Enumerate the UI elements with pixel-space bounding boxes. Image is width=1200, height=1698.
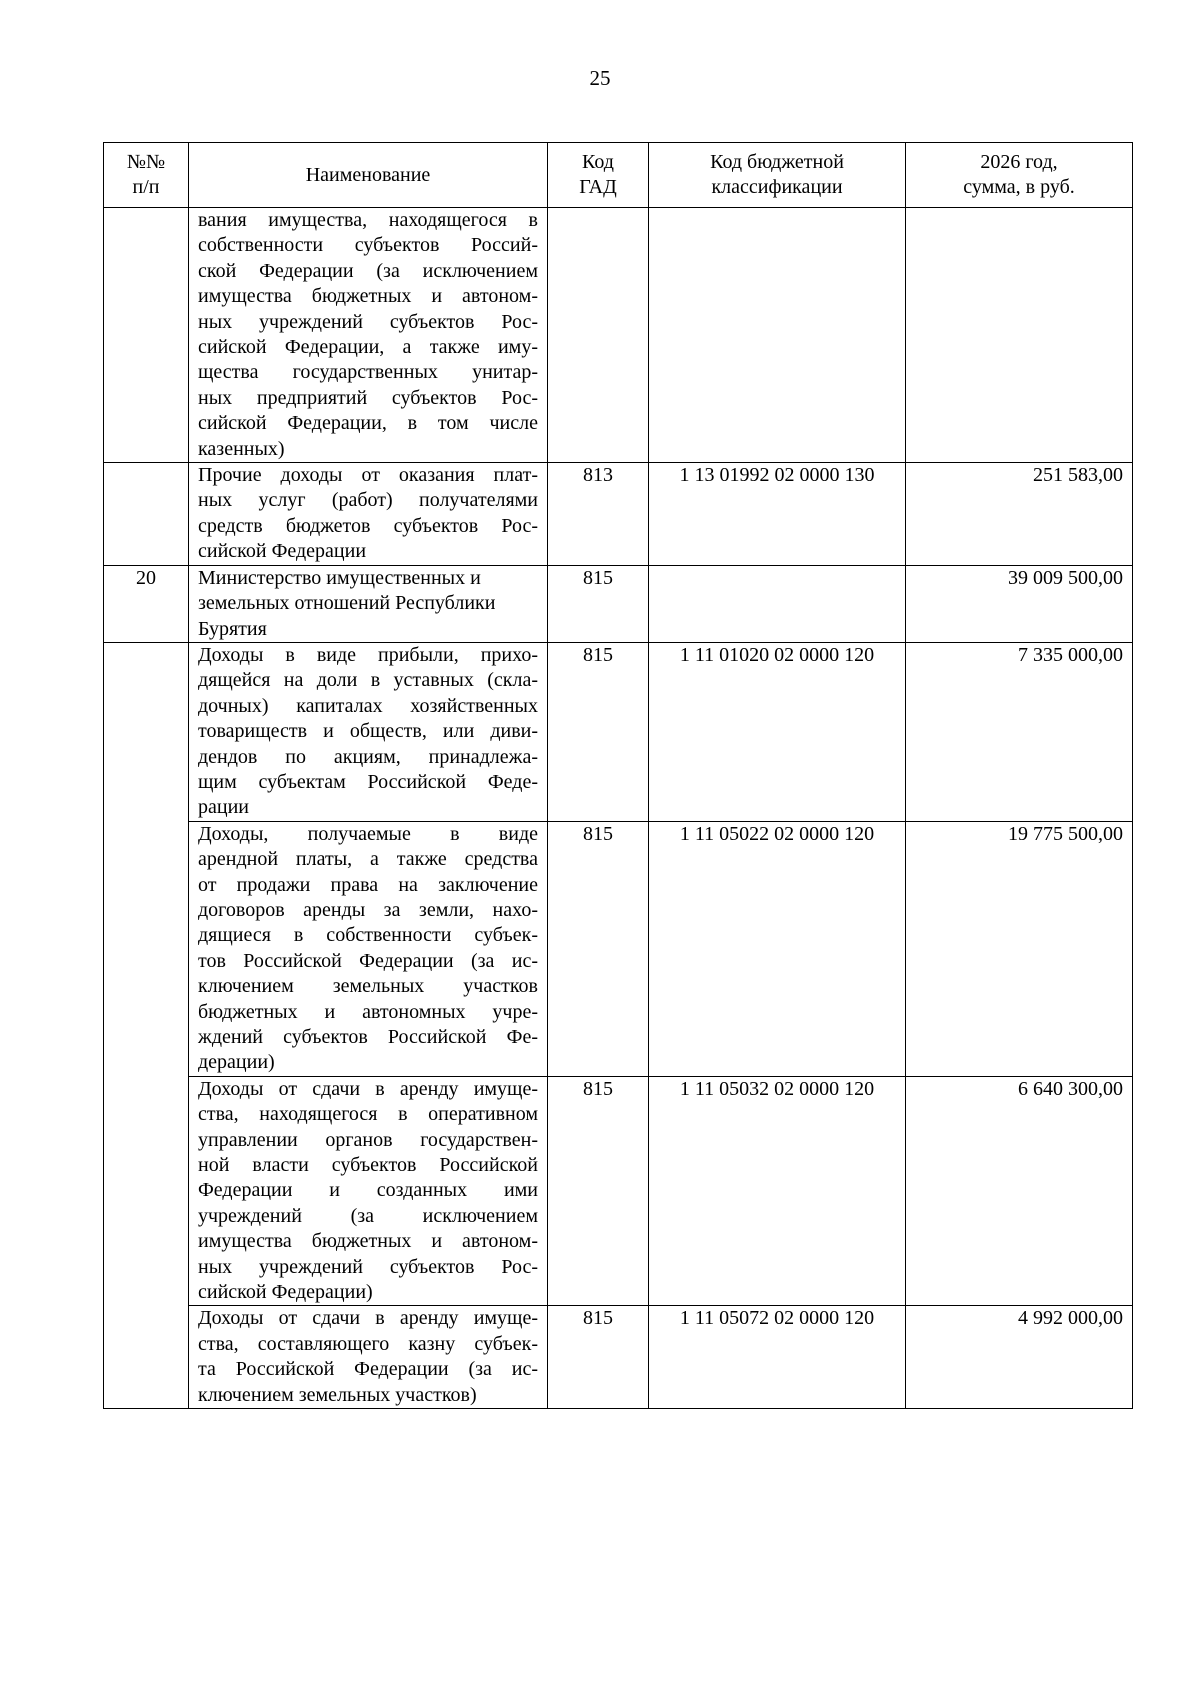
cell-name-line: Доходы, получаемые в виде: [198, 822, 538, 845]
cell-name-line: ных учреждений субъектов Рос-: [198, 310, 538, 333]
cell-name-line: казенных): [198, 437, 285, 460]
cell-name-line: Бурятия: [198, 617, 267, 640]
header-kbk: [649, 143, 906, 208]
cell-name-line: сийской Федерации, а также иму-: [198, 336, 538, 359]
cell-sum: 19 775 500,00: [906, 821, 1133, 1076]
table-row: [104, 1076, 1133, 1306]
cell-gad: 815: [548, 1076, 649, 1306]
cell-name: [189, 208, 548, 463]
cell-gad: 813: [548, 463, 649, 566]
page-number: 25: [589, 66, 611, 90]
table-row: [104, 1306, 1133, 1409]
cell-kbk: 1 13 01992 02 0000 130: [649, 463, 906, 566]
cell-name-line: средств бюджетов субъектов Рос-: [198, 514, 538, 537]
header-num: [104, 143, 189, 208]
table-row: [104, 642, 1133, 821]
cell-sum: 7 335 000,00: [906, 642, 1133, 821]
cell-name-line: ства, составляющего казну субъек-: [198, 1332, 538, 1355]
cell-name-line: Прочие доходы от оказания плат-: [198, 464, 538, 487]
cell-name-line: собственности субъектов Россий-: [198, 234, 538, 257]
cell-sum: 39 009 500,00: [906, 565, 1133, 642]
cell-sum: 4 992 000,00: [906, 1306, 1133, 1409]
header-num-line: №№: [126, 151, 166, 173]
cell-name-line: дящейся на доли в уставных (скла-: [198, 669, 538, 692]
cell-name-line: управлении органов государствен-: [198, 1128, 538, 1151]
cell-kbk: 1 11 05032 02 0000 120: [649, 1076, 906, 1306]
cell-name-line: сийской Федерации: [198, 540, 367, 563]
header-gad-line: Код: [582, 151, 614, 173]
cell-name-line: та Российской Федерации (за ис-: [198, 1358, 538, 1381]
cell-kbk: 1 11 05022 02 0000 120: [649, 821, 906, 1076]
cell-num: [104, 463, 189, 566]
cell-name-line: договоров аренды за земли, нахо-: [198, 898, 538, 921]
table-header: [104, 143, 1133, 208]
cell-name: [189, 821, 548, 1076]
cell-num: 20: [104, 565, 189, 642]
table-row: [104, 565, 1133, 642]
cell-name: [189, 1306, 548, 1409]
cell-name-line: имущества бюджетных и автоном-: [198, 1230, 538, 1253]
cell-name-line: ключением земельных участков: [198, 975, 538, 998]
cell-sum: 251 583,00: [906, 463, 1133, 566]
cell-name-line: дендов по акциям, принадлежа-: [198, 745, 538, 768]
cell-kbk: 1 11 05072 02 0000 120: [649, 1306, 906, 1409]
cell-name-line: бюджетных и автономных учре-: [198, 1000, 538, 1023]
header-sum: [906, 143, 1133, 208]
cell-name-line: дерации): [198, 1051, 275, 1074]
cell-num: [104, 208, 189, 463]
cell-sum: [906, 208, 1133, 463]
cell-name: [189, 1076, 548, 1306]
revenue-table: [103, 142, 1133, 1409]
cell-name-line: вания имущества, находящегося в: [198, 209, 538, 231]
cell-name-line: ных учреждений субъектов Рос-: [198, 1255, 538, 1278]
cell-name-line: земельных отношений Республики: [198, 592, 496, 615]
cell-name-line: тов Российской Федерации (за ис-: [198, 949, 538, 972]
cell-name-line: ной власти субъектов Российской: [198, 1154, 538, 1177]
table-row: [104, 463, 1133, 566]
cell-kbk: [649, 565, 906, 642]
cell-name-line: имущества бюджетных и автоном-: [198, 285, 538, 308]
cell-name-line: щества государственных унитар-: [198, 361, 538, 384]
table-body: [104, 208, 1133, 1409]
cell-name-line: учреждений (за исключением: [198, 1204, 538, 1227]
cell-name: [189, 642, 548, 821]
cell-name-line: Доходы в виде прибыли, прихо-: [198, 643, 538, 666]
cell-kbk: [649, 208, 906, 463]
header-gad: [548, 143, 649, 208]
cell-name: [189, 565, 548, 642]
cell-num-merged: [104, 642, 189, 1408]
cell-name-line: ключением земельных участков): [198, 1383, 477, 1406]
cell-name-line: от продажи права на заключение: [198, 873, 538, 896]
cell-name-line: ных услуг (работ) получателями: [198, 489, 538, 512]
cell-name-line: товариществ и обществ, или диви-: [198, 720, 538, 743]
cell-kbk: 1 11 01020 02 0000 120: [649, 642, 906, 821]
cell-gad: 815: [548, 821, 649, 1076]
cell-name-line: арендной платы, а также средства: [198, 848, 538, 871]
header-kbk-line: Код бюджетной: [710, 151, 844, 173]
cell-name-line: дочных) капиталах хозяйственных: [198, 694, 538, 717]
header-sum-line: 2026 год,: [980, 151, 1058, 173]
cell-name-line: сийской Федерации): [198, 1281, 373, 1304]
cell-name-line: Министерство имущественных и: [198, 566, 481, 589]
cell-gad: 815: [548, 565, 649, 642]
cell-name-line: сийской Федерации, в том числе: [198, 412, 538, 435]
header-kbk-line: классификации: [711, 176, 843, 198]
cell-name-line: Доходы от сдачи в аренду имуще-: [198, 1307, 538, 1330]
cell-name-line: дящиеся в собственности субъек-: [198, 924, 538, 947]
cell-gad: [548, 208, 649, 463]
cell-name-line: Федерации и созданных ими: [198, 1179, 538, 1202]
header-name: Наименование: [189, 143, 548, 208]
header-num-line: п/п: [132, 176, 160, 198]
cell-name-line: ской Федерации (за исключением: [198, 259, 538, 282]
header-sum-line: сумма, в руб.: [963, 176, 1075, 198]
cell-name: [189, 463, 548, 566]
cell-name-line: щим субъектам Российской Феде-: [198, 770, 538, 793]
cell-name-line: рации: [198, 796, 249, 819]
cell-name-line: ных предприятий субъектов Рос-: [198, 386, 538, 409]
cell-sum: 6 640 300,00: [906, 1076, 1133, 1306]
header-gad-line: ГАД: [579, 176, 617, 198]
cell-name-line: ства, находящегося в оперативном: [198, 1103, 538, 1126]
cell-name-line: Доходы от сдачи в аренду имуще-: [198, 1077, 538, 1100]
cell-name-line: ждений субъектов Российской Фе-: [198, 1026, 538, 1048]
table-row: [104, 821, 1133, 1076]
cell-gad: 815: [548, 1306, 649, 1409]
table-row: [104, 208, 1133, 463]
cell-gad: 815: [548, 642, 649, 821]
